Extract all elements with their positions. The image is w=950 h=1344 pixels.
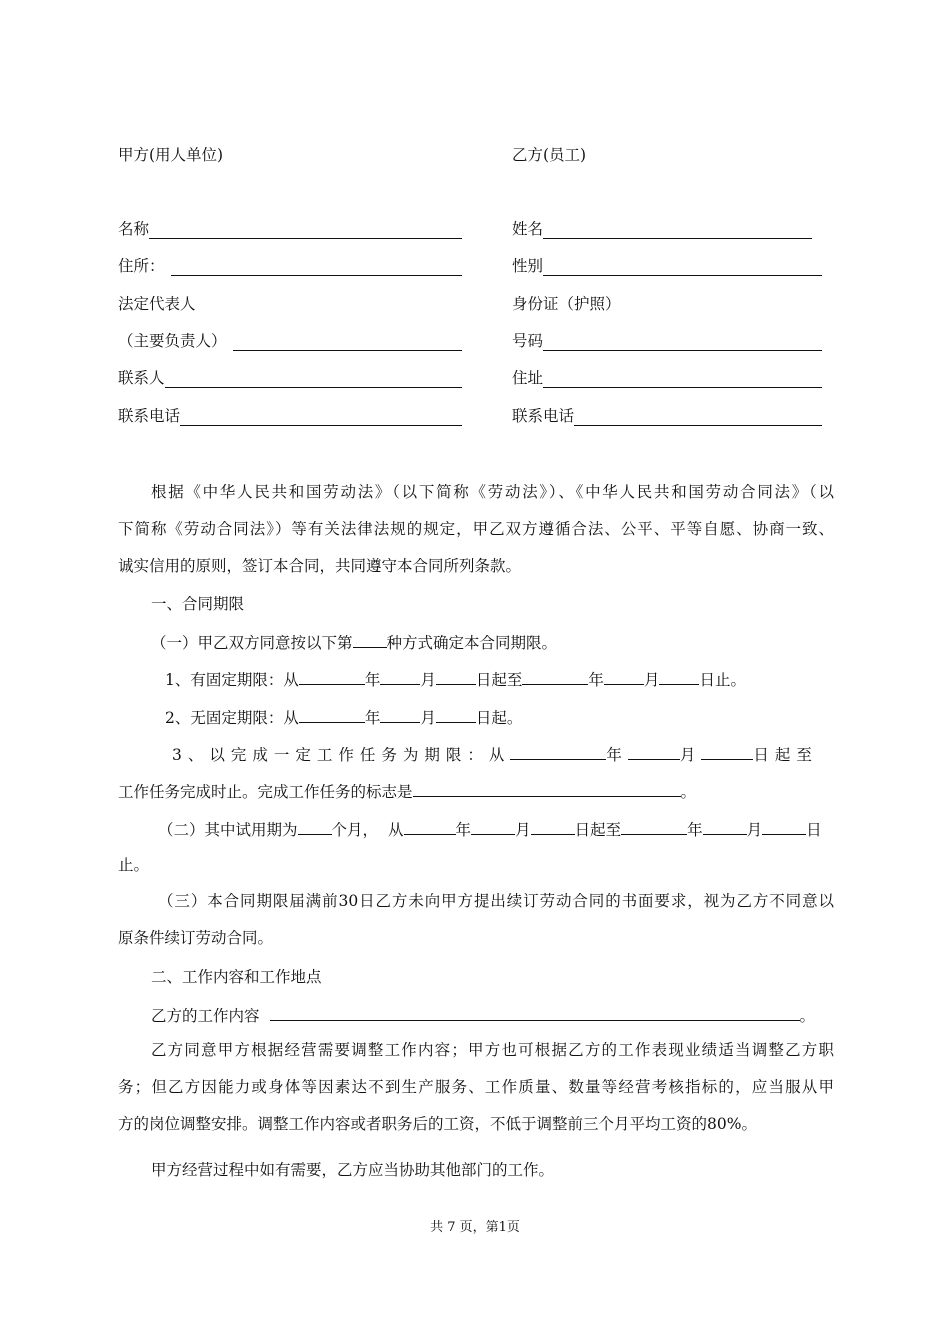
renewal-line: （三）本合同期限届满前30日乙方未向甲方提出续订劳动合同的书面要求，视为乙方不同意以 (158, 892, 834, 910)
blank-line[interactable] (233, 334, 462, 351)
party-a-contact-field[interactable] (118, 368, 462, 388)
field-label: 联系电话 (118, 407, 181, 425)
months-blank[interactable] (298, 818, 332, 835)
section2-title: 二、工作内容和工作地点 (151, 968, 322, 986)
preamble-paragraph (118, 474, 834, 585)
field-label: 号码 (512, 332, 544, 350)
month-blank[interactable] (703, 818, 747, 835)
blank-line[interactable] (543, 371, 822, 388)
party-b-title: 乙方(员工) (512, 146, 587, 164)
clause-text: 1、有固定期限：从 (165, 671, 299, 689)
adjustment-line: 乙方同意甲方根据经营需要调整工作内容；甲方也可根据乙方的工作表现业绩适当调整乙方职 (151, 1041, 834, 1059)
day-blank[interactable] (436, 668, 476, 685)
month-blank[interactable] (471, 818, 515, 835)
unit-text: 月 (679, 746, 702, 764)
unit-text: 日起至 (475, 671, 523, 689)
blank-line[interactable] (171, 259, 462, 276)
unit-text: 月 (746, 821, 763, 839)
unit-text: 日止。 (699, 671, 746, 689)
party-a-title: 甲方(用人单位) (118, 146, 224, 164)
fixed-term-line (165, 668, 746, 690)
blank-line[interactable] (149, 222, 462, 239)
clause-text: 种方式确定本合同期限。 (386, 634, 558, 652)
clause-text: （二）其中试用期为 (158, 821, 298, 839)
blank-line[interactable] (543, 334, 822, 351)
clause-text: 2、无固定期限：从 (165, 709, 299, 727)
probation-end: 止。 (118, 856, 150, 874)
renewal-paragraph (118, 883, 834, 957)
unit-text: 年 (364, 709, 381, 727)
unit-text: 从 (388, 821, 404, 839)
unit-text: 日 (806, 821, 822, 839)
open-term-line (165, 706, 522, 728)
preamble-line: 下简称《劳动合同法》）等有关法律法规的规定，甲乙双方遵循合法、公平、平等自愿、协商一致、 (118, 520, 834, 538)
renewal-line: 原条件续订劳动合同。 (118, 929, 274, 947)
blank-line[interactable] (574, 409, 822, 426)
party-b-name-field[interactable] (512, 219, 812, 239)
field-label: 住所： (118, 257, 165, 275)
task-marker-blank[interactable] (413, 780, 681, 797)
blank-line[interactable] (543, 259, 822, 276)
task-term-line (172, 743, 832, 765)
unit-text: 年 (364, 671, 381, 689)
field-label: 联系人 (118, 369, 165, 387)
adjustment-paragraph (118, 1032, 834, 1143)
day-blank[interactable] (701, 743, 753, 760)
day-blank[interactable] (436, 706, 476, 723)
unit-text: 年 (606, 746, 628, 764)
clause-text: 。 (799, 1007, 816, 1025)
unit-text: 年 (687, 821, 703, 839)
party-a-phone-field[interactable] (118, 406, 462, 426)
month-blank[interactable] (380, 668, 420, 685)
unit-text: 个月， (331, 821, 379, 839)
clause-text: 3、以完成一定工作任务为期限：从 (172, 746, 511, 764)
unit-text: 月 (420, 671, 436, 689)
party-a-legal-rep-label: 法定代表人 (118, 295, 196, 313)
party-a-principal-field[interactable] (118, 331, 462, 351)
unit-text: 日起至 (753, 746, 818, 764)
unit-text: 年 (455, 821, 472, 839)
day-blank[interactable] (531, 818, 575, 835)
unit-text: 月 (515, 821, 531, 839)
field-label: 乙方的工作内容 (151, 1007, 260, 1025)
year-blank[interactable] (299, 668, 365, 685)
preamble-line: 诚实信用的原则，签订本合同，共同遵守本合同所列条款。 (118, 557, 522, 575)
preamble-line: 根据《中华人民共和国劳动法》（以下简称《劳动法》）、《中华人民共和国劳动合同法》（以 (151, 483, 834, 501)
month-blank[interactable] (380, 706, 420, 723)
clause1-term-choice (151, 631, 557, 653)
task-completion-line (118, 780, 696, 802)
party-b-gender-field[interactable] (512, 256, 822, 276)
assist-clause: 甲方经营过程中如有需要，乙方应当协助其他部门的工作。 (151, 1161, 555, 1179)
adjustment-line: 方的岗位调整安排。调整工作内容或者职务后的工资，不低于调整前三个月平均工资的80%。 (118, 1115, 757, 1133)
choice-blank[interactable] (353, 631, 387, 648)
day-blank[interactable] (659, 668, 699, 685)
adjustment-line: 务；但乙方因能力或身体等因素达不到生产服务、工作质量、数量等经营考核指标的，应当服从甲 (118, 1078, 834, 1096)
blank-line[interactable] (180, 409, 462, 426)
month-blank[interactable] (628, 743, 680, 760)
unit-text: 月 (420, 709, 436, 727)
year-blank[interactable] (522, 668, 588, 685)
work-content-blank[interactable] (270, 1004, 800, 1021)
blank-line[interactable] (165, 371, 462, 388)
work-content-field (151, 1004, 815, 1026)
party-a-name-field[interactable] (118, 219, 462, 239)
field-label: 住址 (512, 369, 544, 387)
clause-text: 工作任务完成时止。完成工作任务的标志是 (118, 783, 413, 801)
year-blank[interactable] (510, 743, 606, 760)
field-label: 联系电话 (512, 407, 575, 425)
field-label: 姓名 (512, 220, 544, 238)
party-b-id-number-field[interactable] (512, 331, 822, 351)
party-b-phone-field[interactable] (512, 406, 822, 426)
page-footer: 共 7 页，第1页 (430, 1220, 520, 1235)
unit-text: 日起至 (574, 821, 622, 839)
unit-text: 月 (643, 671, 660, 689)
year-blank[interactable] (621, 818, 687, 835)
party-a-address-field[interactable] (118, 256, 462, 276)
year-blank[interactable] (299, 706, 365, 723)
month-blank[interactable] (604, 668, 644, 685)
section1-title: 一、合同期限 (151, 595, 245, 613)
day-blank[interactable] (762, 818, 806, 835)
party-b-address-field[interactable] (512, 368, 822, 388)
probation-line (158, 818, 822, 840)
unit-text: 年 (588, 671, 604, 689)
clause-text: （一）甲乙双方同意按以下第 (151, 634, 353, 652)
unit-text: 日起。 (475, 709, 523, 727)
clause-text: 。 (680, 783, 697, 801)
field-label: （主要负责人） (118, 332, 227, 350)
year-blank[interactable] (404, 818, 456, 835)
field-label: 名称 (118, 220, 150, 238)
field-label: 性别 (512, 257, 544, 275)
party-b-id-label: 身份证（护照） (512, 295, 621, 313)
blank-line[interactable] (543, 222, 812, 239)
